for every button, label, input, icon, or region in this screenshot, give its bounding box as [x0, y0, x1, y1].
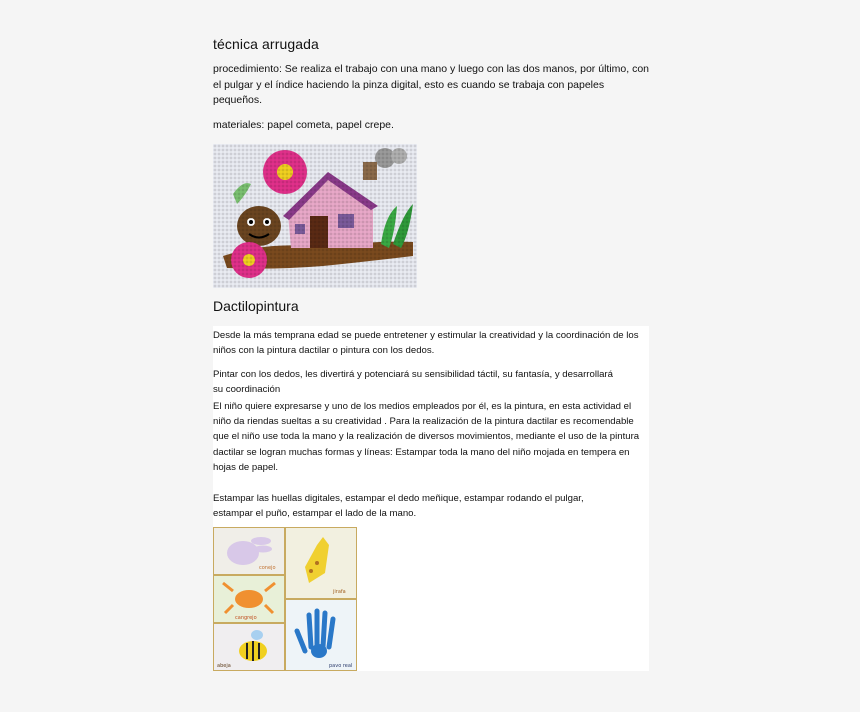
snail-house-image: [213, 144, 417, 288]
materials-paragraph: materiales: papel cometa, papel crepe.: [213, 118, 394, 131]
section-title-tecnica-arrugada: técnica arrugada: [213, 36, 319, 52]
dactilopintura-paragraph-3: El niño quiere expresarse y uno de los medios empleados por él, es la pintura, en esta actividad el niño da riendas sueltas a su creatividad . Para la realización de la pintura dactilar es recomendable que el niño use toda la mano y la realización de diversos movimientos, mediante el uso de la pintura dactilar se logran muchas formas y líneas: Estampar toda la mano del niño mojada en tempera en hojas de papel.: [213, 401, 640, 473]
section-title-dactilopintura: Dactilopintura: [213, 298, 299, 314]
dactilopintura-paragraph-2: Pintar con los dedos, les divertirá y potenciará su sensibilidad táctil, su fantasía, y desarrollará su coordinación: [213, 369, 613, 396]
procedure-paragraph: procedimiento: Se realiza el trabajo con una mano y luego con las dos manos, por último, con el pulgar y el índice haciendo la pinza digital, esto es cuando se trabaja con papeles pequeños.: [213, 63, 649, 106]
collage-label-4: abeja: [217, 663, 231, 669]
collage-label-2: jirafa: [333, 589, 346, 595]
dactilopintura-paragraph-4: Estampar las huellas digitales, estampar el dedo meñique, estampar rodando el pulgar, estampar el puño, estampar el lado de la mano.: [213, 493, 584, 520]
handprint-collage-illustration: [213, 527, 357, 671]
snail-house-illustration: [213, 144, 417, 288]
handprint-collage-image: [213, 527, 357, 671]
collage-label-3: cangrejo: [235, 615, 257, 621]
collage-label-1: conejo: [259, 565, 276, 571]
collage-label-5: pavo real: [329, 663, 353, 669]
section-1: [213, 36, 649, 133]
dactilopintura-paragraph-1: Desde la más temprana edad se puede entretener y estimular la creatividad y la coordinación de los niños con la pintura dactilar o pintura con los dedos.: [213, 330, 639, 357]
